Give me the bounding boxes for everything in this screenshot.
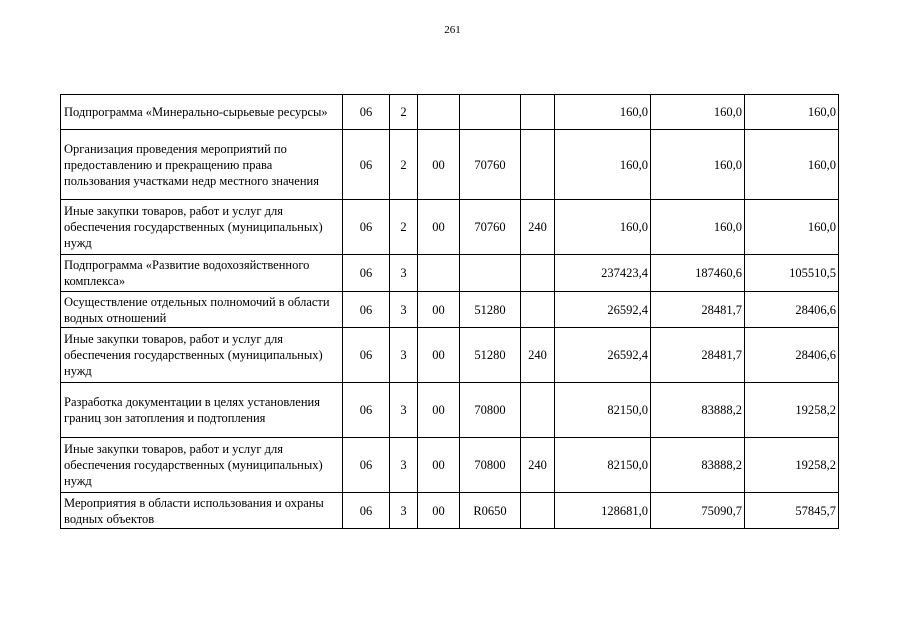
subprogram-code: 00 (418, 328, 460, 383)
target-article-code: R0650 (460, 493, 521, 529)
section-code: 06 (343, 292, 390, 328)
subprogram-code: 00 (418, 292, 460, 328)
program-code: 2 (390, 130, 418, 200)
row-name: Организация проведения мероприятий по предоставлению и прекращению права пользования участками недр местного значения (61, 130, 343, 200)
target-article-code (460, 95, 521, 130)
table-row (61, 383, 839, 438)
amount-year-2: 28481,7 (651, 292, 745, 328)
subprogram-code (418, 255, 460, 292)
program-code: 3 (390, 493, 418, 529)
subprogram-code: 00 (418, 200, 460, 255)
section-code: 06 (343, 438, 390, 493)
expense-type-code: 240 (521, 328, 555, 383)
target-article-code: 70760 (460, 130, 521, 200)
expense-type-code: 240 (521, 438, 555, 493)
budget-table (60, 94, 839, 529)
amount-year-1: 82150,0 (555, 438, 651, 493)
expense-type-code (521, 255, 555, 292)
expense-type-code: 240 (521, 200, 555, 255)
row-name: Разработка документации в целях установления границ зон затопления и подтопления (61, 383, 343, 438)
amount-year-2: 160,0 (651, 130, 745, 200)
amount-year-3: 28406,6 (745, 328, 839, 383)
program-code: 3 (390, 383, 418, 438)
amount-year-2: 75090,7 (651, 493, 745, 529)
row-name: Иные закупки товаров, работ и услуг для обеспечения государственных (муниципальных) нужд (61, 438, 343, 493)
target-article-code: 70760 (460, 200, 521, 255)
target-article-code: 70800 (460, 383, 521, 438)
amount-year-1: 160,0 (555, 200, 651, 255)
subprogram-code: 00 (418, 130, 460, 200)
program-code: 2 (390, 95, 418, 130)
amount-year-3: 28406,6 (745, 292, 839, 328)
amount-year-2: 160,0 (651, 95, 745, 130)
table-row (61, 292, 839, 328)
page-number: 261 (444, 24, 461, 36)
program-code: 3 (390, 255, 418, 292)
target-article-code (460, 255, 521, 292)
subprogram-code: 00 (418, 383, 460, 438)
subprogram-code: 00 (418, 438, 460, 493)
section-code: 06 (343, 255, 390, 292)
expense-type-code (521, 493, 555, 529)
amount-year-2: 187460,6 (651, 255, 745, 292)
expense-type-code (521, 383, 555, 438)
program-code: 3 (390, 438, 418, 493)
expense-type-code (521, 292, 555, 328)
amount-year-3: 160,0 (745, 130, 839, 200)
expense-type-code (521, 130, 555, 200)
target-article-code: 70800 (460, 438, 521, 493)
amount-year-2: 83888,2 (651, 383, 745, 438)
amount-year-1: 128681,0 (555, 493, 651, 529)
amount-year-3: 57845,7 (745, 493, 839, 529)
amount-year-2: 28481,7 (651, 328, 745, 383)
subprogram-code (418, 95, 460, 130)
expense-type-code (521, 95, 555, 130)
row-name: Подпрограмма «Развитие водохозяйственного комплекса» (61, 255, 343, 292)
section-code: 06 (343, 200, 390, 255)
target-article-code: 51280 (460, 292, 521, 328)
section-code: 06 (343, 493, 390, 529)
row-name: Подпрограмма «Минерально-сырьевые ресурсы» (61, 95, 343, 130)
amount-year-3: 160,0 (745, 200, 839, 255)
section-code: 06 (343, 383, 390, 438)
amount-year-1: 160,0 (555, 95, 651, 130)
amount-year-3: 19258,2 (745, 438, 839, 493)
row-name: Иные закупки товаров, работ и услуг для обеспечения государственных (муниципальных) нужд (61, 200, 343, 255)
amount-year-3: 19258,2 (745, 383, 839, 438)
amount-year-1: 160,0 (555, 130, 651, 200)
row-name: Иные закупки товаров, работ и услуг для обеспечения государственных (муниципальных) нужд (61, 328, 343, 383)
table-row (61, 200, 839, 255)
program-code: 3 (390, 292, 418, 328)
table-row (61, 438, 839, 493)
section-code: 06 (343, 130, 390, 200)
amount-year-2: 83888,2 (651, 438, 745, 493)
amount-year-1: 237423,4 (555, 255, 651, 292)
table-row (61, 493, 839, 529)
row-name: Осуществление отдельных полномочий в области водных отношений (61, 292, 343, 328)
program-code: 2 (390, 200, 418, 255)
table-row (61, 328, 839, 383)
section-code: 06 (343, 95, 390, 130)
amount-year-2: 160,0 (651, 200, 745, 255)
amount-year-1: 26592,4 (555, 328, 651, 383)
row-name: Мероприятия в области использования и охраны водных объектов (61, 493, 343, 529)
subprogram-code: 00 (418, 493, 460, 529)
program-code: 3 (390, 328, 418, 383)
table-row (61, 95, 839, 130)
table-row (61, 130, 839, 200)
section-code: 06 (343, 328, 390, 383)
amount-year-3: 160,0 (745, 95, 839, 130)
amount-year-1: 26592,4 (555, 292, 651, 328)
amount-year-3: 105510,5 (745, 255, 839, 292)
table-row (61, 255, 839, 292)
target-article-code: 51280 (460, 328, 521, 383)
amount-year-1: 82150,0 (555, 383, 651, 438)
